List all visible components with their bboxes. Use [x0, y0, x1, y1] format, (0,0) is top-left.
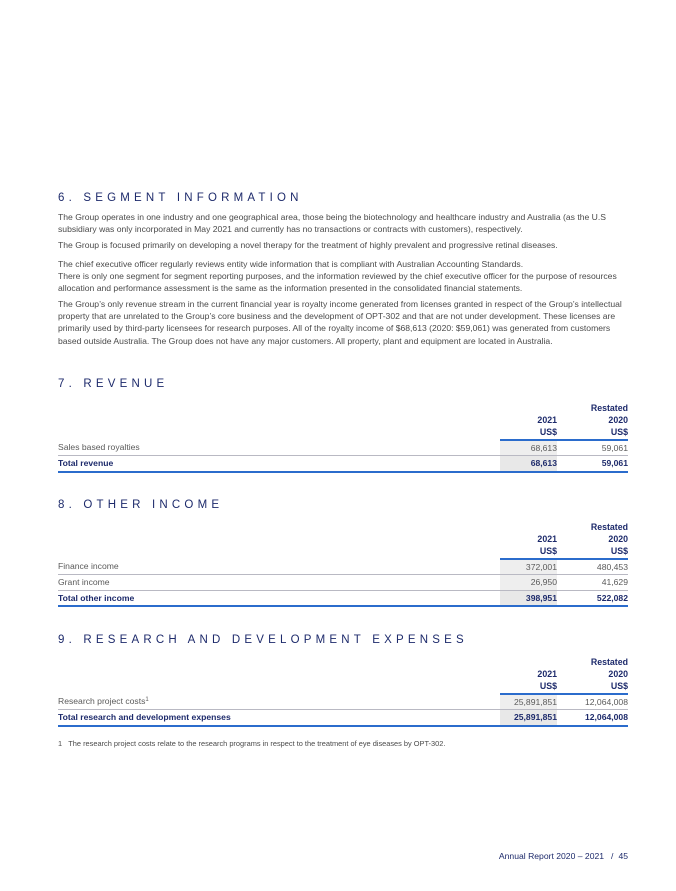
unit-2020-label: US$: [610, 546, 628, 557]
table-row: [58, 559, 628, 575]
value-2020: 480,453: [557, 559, 628, 575]
footnote-marker: 1: [145, 697, 149, 704]
other-income-heading: 8. OTHER INCOME: [58, 499, 224, 511]
segment-paragraph-4: The Group’s only revenue stream in the current financial year is royalty income generated from licenses granted in respect of the Group’s intellectual property that are unrelated to the Group’s core business and the development of OPT-302 and that are not under development. These licenses are primarily used by third-party licensees for research purposes. All of the royalty income of $68,613 (2020: $59,061) was generated from customers based outside Australia. The Group does not have any major customers. All property, plant and equipment are located in Australia.: [58, 299, 622, 346]
column-header-2021: [500, 521, 557, 559]
page-footer: [499, 851, 628, 861]
year-2020-label: 2020: [608, 534, 628, 545]
restated-label: Restated: [590, 522, 628, 532]
total-2020: 522,082: [557, 590, 628, 606]
unit-2021-label: US$: [539, 546, 557, 557]
value-2021: 68,613: [500, 440, 557, 456]
value-2021: 26,950: [500, 575, 557, 591]
value-2021: 372,001: [500, 559, 557, 575]
total-2020: 59,061: [557, 456, 628, 472]
total-2020: 12,064,008: [557, 710, 628, 726]
unit-2020-label: US$: [610, 681, 628, 692]
row-label: Finance income: [58, 559, 500, 575]
table-row: [58, 694, 628, 710]
total-2021: 68,613: [500, 456, 557, 472]
total-row: [58, 456, 628, 472]
value-2020: 12,064,008: [557, 694, 628, 710]
segment-paragraph-2: The Group is focused primarily on developing a novel therapy for the treatment of highly prevalent and progressive retinal diseases.: [58, 240, 558, 250]
unit-2021-label: US$: [539, 681, 557, 692]
year-2020-label: 2020: [608, 415, 628, 426]
total-label: Total other income: [58, 590, 500, 606]
row-label: Sales based royalties: [58, 440, 500, 456]
column-header-2020: [557, 521, 628, 559]
table-header-row: [58, 521, 628, 559]
total-label: Total revenue: [58, 456, 500, 472]
year-2021-label: 2021: [537, 669, 557, 680]
segment-paragraph-3a: The chief executive officer regularly reviews entity wide information that is compliant with Australian Accounting Standards.: [58, 259, 524, 269]
table-row: [58, 575, 628, 591]
unit-2021-label: US$: [539, 427, 557, 438]
restated-label: Restated: [590, 403, 628, 413]
column-header-2021: [500, 402, 557, 440]
footnote: [58, 739, 445, 748]
total-label: Total research and development expenses: [58, 710, 500, 726]
table-row: [58, 440, 628, 456]
column-header-2020: [557, 656, 628, 694]
row-label: [58, 694, 500, 710]
unit-2020-label: US$: [610, 427, 628, 438]
table-header-row: [58, 656, 628, 694]
segment-paragraph-3: [58, 258, 628, 295]
total-2021: 25,891,851: [500, 710, 557, 726]
rnd-table: [58, 656, 628, 727]
restated-label: Restated: [590, 657, 628, 667]
total-row: [58, 710, 628, 726]
year-2021-label: 2021: [537, 415, 557, 426]
value-2020: 59,061: [557, 440, 628, 456]
footnote-number: 1: [58, 739, 63, 748]
revenue-table: [58, 402, 628, 473]
year-2021-label: 2021: [537, 534, 557, 545]
other-income-table: [58, 521, 628, 607]
total-row: [58, 590, 628, 606]
total-2021: 398,951: [500, 590, 557, 606]
row-label-text: Research project costs: [58, 696, 146, 707]
rnd-heading: 9. RESEARCH AND DEVELOPMENT EXPENSES: [58, 634, 468, 646]
table-header-row: [58, 402, 628, 440]
segment-paragraph-3b: There is only one segment for segment reporting purposes, and the information reviewed by the chief executive officer for the purpose of resources allocation and performance assessment is the same as the information presented in the consolidated financial statements.: [58, 271, 617, 294]
value-2020: 41,629: [557, 575, 628, 591]
segment-paragraph-1: The Group operates in one industry and one geographical area, those being the biotechnology and healthcare industry and Australia (as the U.S subsidiary was only incorporated in May 2021 and currently has no transactions or contracts with customers), respectively.: [58, 212, 606, 235]
report-title: Annual Report 2020 – 2021: [498, 851, 605, 861]
column-header-2021: [500, 656, 557, 694]
year-2020-label: 2020: [608, 669, 628, 680]
row-label: Grant income: [58, 575, 500, 591]
footer-separator: /: [611, 851, 614, 861]
column-header-2020: [557, 402, 628, 440]
value-2021: 25,891,851: [500, 694, 557, 710]
footnote-text: The research project costs relate to the research programs in respect to the treatment of eye diseases by OPT-302.: [68, 739, 446, 748]
page-number: 45: [618, 851, 628, 861]
segment-heading: 6. SEGMENT INFORMATION: [58, 192, 303, 204]
revenue-heading: 7. REVENUE: [58, 378, 169, 390]
